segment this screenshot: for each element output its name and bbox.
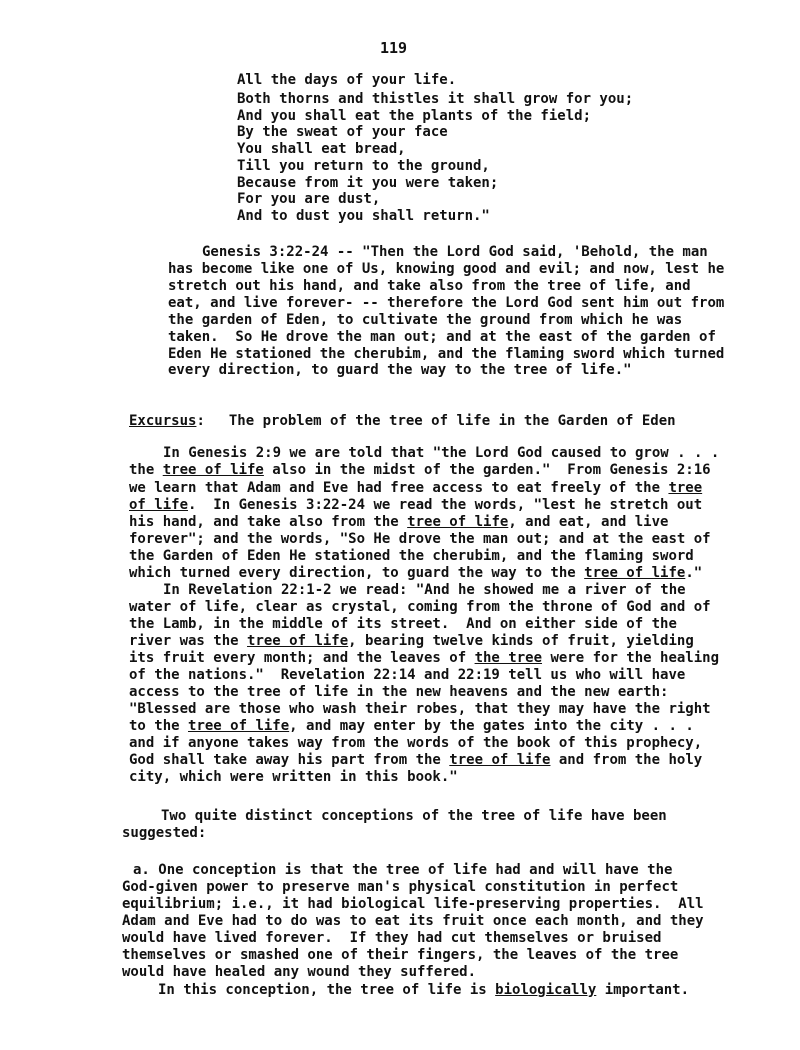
genesis-quote-line: every direction, to guard the way to the tree of life." [168,362,632,378]
underlined-phrase: the tree [474,650,543,666]
text-run: his hand, and take also from the [129,514,408,530]
text-run: we learn that Adam and Eve had free access to eat freely of the [129,480,669,496]
text-run: the Lamb, in the middle of its street. And on either side of the [129,616,677,632]
paragraph-line [129,701,711,718]
underlined-phrase: tree of life [449,752,551,768]
text-run: important. [596,982,690,998]
paragraph-line [158,982,689,999]
paragraph-line [129,633,694,650]
paragraph-line [129,684,668,701]
text-run: , bearing twelve kinds of fruit, yielding [348,633,694,649]
excursus-heading [129,413,676,430]
poem-line: And you shall eat the plants of the field; [237,108,592,124]
text-run: its fruit every month; and the leaves of [129,650,475,666]
paragraph-line [129,565,702,582]
poem-line: Both thorns and thistles it shall grow for you; [237,91,634,107]
text-run: ." [685,565,703,581]
text-run: In Revelation 22:1-2 we read: "And he showed me a river of the [163,582,686,598]
text-run: God shall take away his part from the [129,752,450,768]
underlined-phrase: of life [129,497,189,513]
paragraph-line [129,752,702,769]
paragraph-line [122,947,678,964]
poem-line: Because from it you were taken; [237,175,499,191]
text-run: access to the tree of life in the new heavens and the new earth: [129,684,669,700]
text-run: God-given power to preserve man's physical constitution in perfect [122,879,679,895]
text-run: water of life, clear as crystal, coming from the throne of God and of [129,599,711,615]
paragraph-line [122,930,661,947]
paragraph-line [133,862,672,879]
paragraph-line [163,445,719,462]
paragraph-line [129,616,677,633]
text-run: also in the midst of the garden." From Genesis 2:16 [263,462,711,478]
text-run: the [129,462,163,478]
text-run: river was the [129,633,248,649]
text-run: to the [129,718,189,734]
paragraph-line [122,964,476,981]
paragraph-line [122,879,678,896]
paragraph-line [122,913,704,930]
text-run: . In Genesis 3:22-24 we read the words, "lest he stretch out [188,497,703,513]
paragraph-line [129,531,711,548]
paragraph-line [129,718,694,735]
text-run: of the nations." Revelation 22:14 and 22:19 tell us who will have [129,667,686,683]
paragraph-line [129,497,702,514]
paragraph-line [129,462,711,479]
text-run: a. One conception is that the tree of life had and will have the [133,862,673,878]
underlined-phrase: tree of life [188,718,290,734]
text-run: , and may enter by the gates into the city . . . [289,718,694,734]
underlined-phrase: tree of life [584,565,686,581]
excursus-colon: : [196,413,205,429]
paragraph-line [129,480,702,497]
underlined-phrase: tree of life [162,462,264,478]
text-run: the Garden of Eden He stationed the cherubim, and the flaming sword [129,548,694,564]
text-run: city, which were written in this book." [129,769,458,785]
paragraph-line [129,650,719,667]
text-run: which turned every direction, to guard the way to the [129,565,585,581]
text-run: forever"; and the words, "So He drove the man out; and at the east of [129,531,711,547]
text-run: Adam and Eve had to do was to eat its fruit once each month, and they [122,913,704,929]
excursus-label: Excursus [129,413,197,429]
paragraph-line [129,735,702,752]
text-run: In this conception, the tree of life is [158,982,496,998]
poem-line: And to dust you shall return." [237,208,490,224]
text-run: themselves or smashed one of their fingers, the leaves of the tree [122,947,679,963]
genesis-quote-line: the garden of Eden, to cultivate the ground from which he was [168,312,683,328]
poem-line: All the days of your life. [237,72,457,88]
underlined-phrase: tree of life [407,514,509,530]
text-run: and from the holy [550,752,703,768]
page-number: 119 [380,39,408,57]
paragraph-line [129,548,694,565]
text-run: would have healed any wound they suffered. [122,964,477,980]
genesis-quote-line: Eden He stationed the cherubim, and the flaming sword which turned [168,346,725,362]
text-run: , and eat, and live [508,514,669,530]
poem-line: You shall eat bread, [237,141,406,157]
text-run: "Blessed are those who wash their robes, that they may have the right [129,701,711,717]
paragraph-line [129,599,711,616]
paragraph-line [129,667,685,684]
paragraph-line [129,514,668,531]
paragraph-line: suggested: [122,825,207,841]
text-run: would have lived forever. If they had cut themselves or bruised [122,930,662,946]
underlined-phrase: tree of life [247,633,349,649]
genesis-quote-line: taken. So He drove the man out; and at the east of the garden of [168,329,716,345]
paragraph-line: Two quite distinct conceptions of the tree of life have been [161,808,667,824]
text-run: were for the healing [542,650,720,666]
paragraph-line [163,582,686,599]
underlined-phrase: tree [668,480,703,496]
genesis-quote-line: stretch out his hand, and take also from the tree of life, and [168,278,691,294]
text-run: In Genesis 2:9 we are told that "the Lord God caused to grow . . . [163,445,720,461]
poem-line: Till you return to the ground, [237,158,490,174]
genesis-quote-line: Genesis 3:22-24 -- "Then the Lord God said, 'Behold, the man [202,244,708,260]
genesis-quote-line: eat, and live forever- -- therefore the Lord God sent him out from [168,295,725,311]
paragraph-line [129,769,458,786]
underlined-phrase: biologically [495,982,597,998]
text-run: equilibrium; i.e., it had biological life-preserving properties. All [122,896,704,912]
paragraph-line [122,896,704,913]
excursus-title: The problem of the tree of life in the Garden of Eden [228,413,676,429]
poem-line: By the sweat of your face [237,124,448,140]
genesis-quote-line: has become like one of Us, knowing good and evil; and now, lest he [168,261,725,277]
poem-line: For you are dust, [237,191,381,207]
text-run: and if anyone takes way from the words of the book of this prophecy, [129,735,703,751]
